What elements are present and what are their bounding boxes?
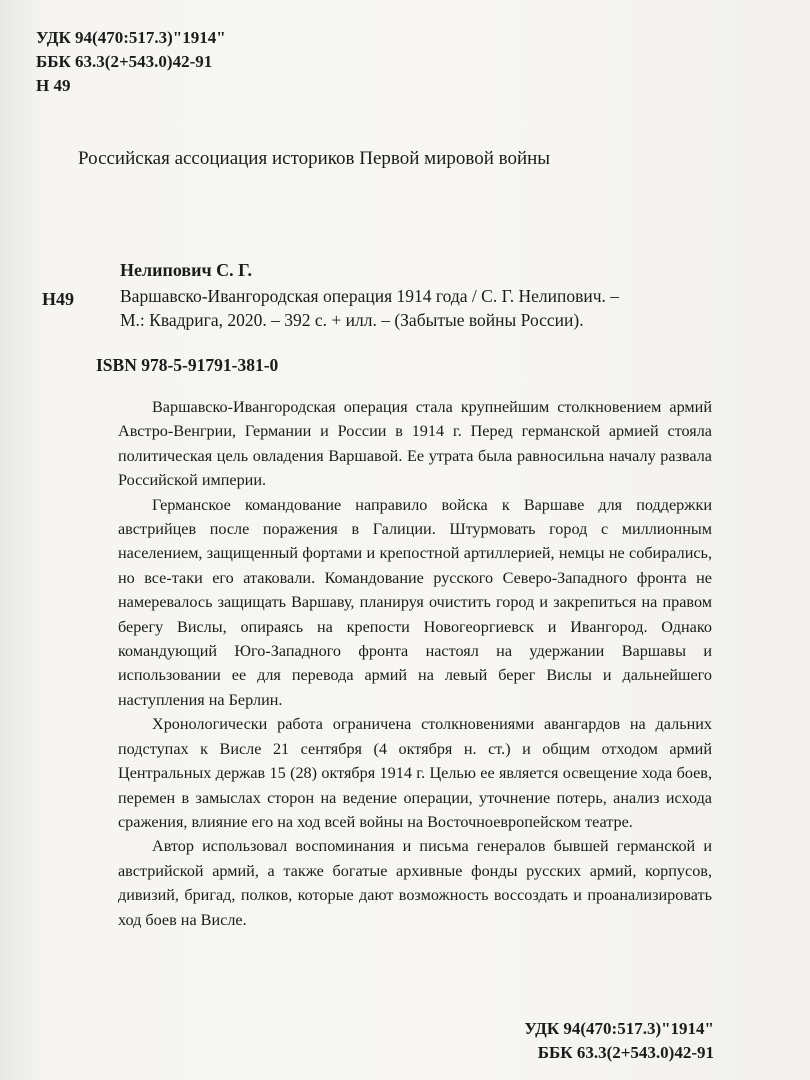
abstract-paragraph: Германское командование направило войска к Варшаве для поддержки австрийцев после поражения в Галиции. Штурмовать город с миллионным населением, защищенный фортами и крепостной артиллерией, немцы не собирались, но все-таки его атаковали. Командование русского Северо-Западного фронта не намеревалось защищать Варшаву, планируя очистить город и закрепиться на правом берегу Вислы, опираясь на крепости Новогеоргиевск и Ивангород. Однако командующий Юго-Западного фронта настоял на удержании Варшавы и использовании ее для перевода армий на левый берег Вислы и дальнейшего наступления на Берлин.: [118, 495, 712, 709]
abstract-paragraph: Хронологически работа ограничена столкновениями авангардов на дальних подступах к Висле 21 сентября (4 октября н. ст.) и общим отходом армий Центральных держав 15 (28) октября 1914 г. Целью ее является освещение хода боев, перемен в замыслах сторон на ведение операции, уточнение потерь, анализ исхода сражения, влияние его на ход всей войны на Восточноевропейском театре.: [118, 715, 712, 831]
organization-name: Российская ассоциация историков Первой мировой войны: [78, 148, 551, 169]
classification-codes-top: [36, 26, 226, 98]
bbk-code: ББК 63.3(2+543.0)42-91: [36, 52, 213, 71]
udk-code-bottom: УДК 94(470:517.3)"1914": [524, 1019, 714, 1038]
author-name: Нелипович С. Г.: [120, 260, 253, 280]
bib-line-imprint: М.: Квадрига, 2020. – 392 с. + илл. – (Забытые войны России).: [120, 310, 584, 330]
abstract: [118, 395, 712, 932]
classification-codes-bottom: [524, 1017, 714, 1065]
author-sign: Н 49: [36, 76, 71, 95]
abstract-paragraph: Варшавско-Ивангородская операция стала крупнейшим столкновением армий Австро-Венгрии, Германии и России в 1914 г. Перед германской армией стояла политическая цель овладения Варшавой. Ее утрата была равносильна началу развала Российской империи.: [118, 398, 712, 490]
bibliographic-record: [120, 270, 760, 332]
isbn: ISBN 978-5-91791-381-0: [96, 355, 279, 375]
abstract-paragraph: Автор использовал воспоминания и письма генералов бывшей германской и австрийской армий, а также богатые архивные фонды русских армий, корпусов, дивизий, бригад, полков, которые дают возможность воссоздать и проанализировать ход боев на Висле.: [118, 837, 712, 929]
shelf-mark: Н49: [42, 289, 75, 309]
bib-line-title: Варшавско-Ивангородская операция 1914 года / С. Г. Нелипович. –: [120, 286, 620, 306]
bbk-code-bottom: ББК 63.3(2+543.0)42-91: [537, 1043, 714, 1062]
udk-code: УДК 94(470:517.3)"1914": [36, 28, 226, 47]
